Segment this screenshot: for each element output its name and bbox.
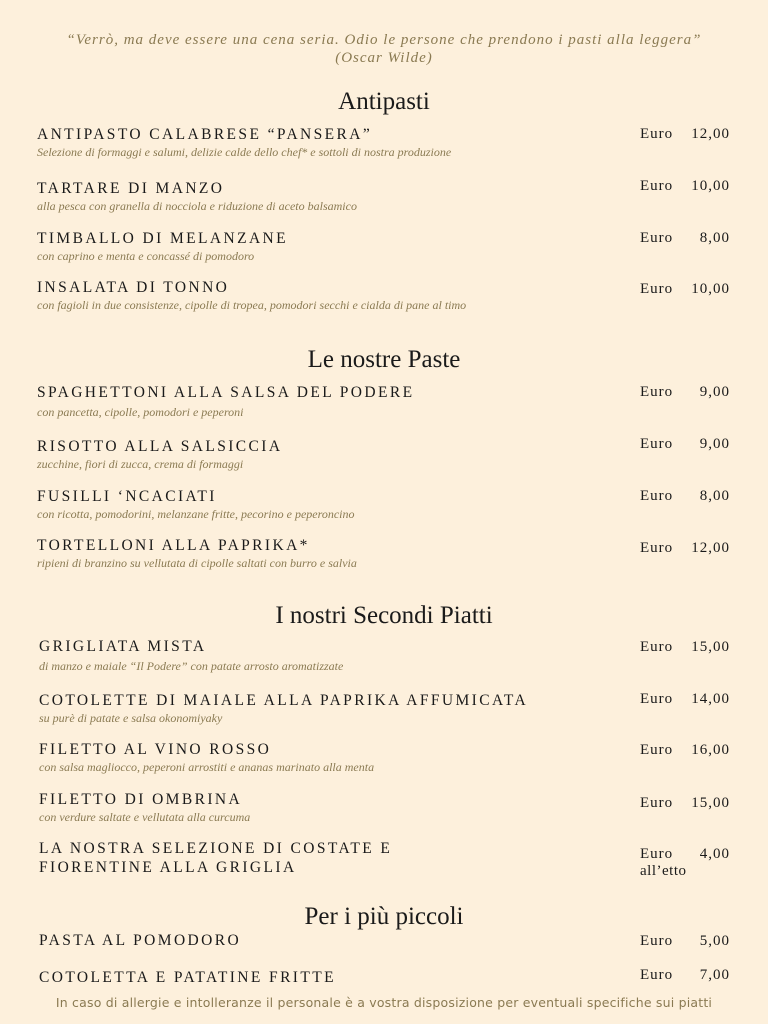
item-price bbox=[640, 845, 730, 881]
menu-item bbox=[39, 740, 739, 774]
price-currency: Euro bbox=[640, 691, 674, 707]
menu-item bbox=[37, 278, 737, 312]
price-currency: Euro bbox=[640, 281, 674, 297]
price-currency: Euro bbox=[640, 126, 674, 142]
item-name: COTOLETTE DI MAIALE ALLA PAPRIKA AFFUMICATA bbox=[39, 692, 529, 709]
quote-text: “Verrò, ma deve essere una cena seria. Odio le persone che prendono i pasti alla leggera” bbox=[66, 32, 702, 48]
item-name: FILETTO AL VINO ROSSO bbox=[39, 741, 272, 758]
price-unit: all’etto bbox=[640, 863, 687, 879]
price-amount: 14,00 bbox=[691, 691, 730, 707]
price-amount: 12,00 bbox=[691, 126, 730, 142]
price-amount: 9,00 bbox=[699, 436, 730, 452]
price-currency: Euro bbox=[640, 795, 674, 811]
item-name: ANTIPASTO CALABRESE “PANSERA” bbox=[37, 126, 373, 143]
quote bbox=[0, 31, 768, 67]
item-name: SPAGHETTONI ALLA SALSA DEL PODERE bbox=[37, 384, 415, 401]
item-name: TIMBALLO DI MELANZANE bbox=[37, 230, 289, 247]
item-description: alla pesca con granella di nocciola e riduzione di aceto balsamico bbox=[37, 199, 357, 213]
menu-item bbox=[37, 487, 737, 521]
item-description: zucchine, fiori di zucca, crema di formaggi bbox=[37, 457, 244, 471]
price-amount: 16,00 bbox=[691, 742, 730, 758]
section-title-secondi: I nostri Secondi Piatti bbox=[275, 602, 493, 629]
menu-item bbox=[39, 637, 739, 673]
menu-item bbox=[39, 790, 739, 824]
price-currency: Euro bbox=[640, 384, 674, 400]
item-description: con pancetta, cipolle, pomodori e peperoni bbox=[37, 405, 244, 419]
item-description: con caprino e menta e concassé di pomodoro bbox=[37, 249, 255, 263]
item-description: con verdure saltate e vellutata alla curcuma bbox=[39, 810, 251, 824]
allergy-note: In caso di allergie e intolleranze il personale è a vostra disposizione per eventuali specifiche sui piatti bbox=[55, 995, 713, 1010]
price-amount: 15,00 bbox=[691, 639, 730, 655]
item-name: TARTARE DI MANZO bbox=[37, 180, 225, 197]
item-name: COTOLETTA E PATATINE FRITTE bbox=[39, 969, 336, 986]
item-description: con fagioli in due consistenze, cipolle di tropea, pomodori secchi e cialda di pane al timo bbox=[37, 298, 467, 312]
price-amount: 5,00 bbox=[699, 933, 730, 949]
price-amount: 10,00 bbox=[691, 281, 730, 297]
price-amount: 9,00 bbox=[699, 384, 730, 400]
price-currency: Euro bbox=[640, 488, 674, 504]
price-currency: Euro bbox=[640, 967, 674, 983]
price-amount: 7,00 bbox=[699, 967, 730, 983]
item-description: di manzo e maiale “Il Podere” con patate arrosto aromatizzate bbox=[39, 659, 344, 673]
item-name: INSALATA DI TONNO bbox=[37, 279, 230, 296]
price-currency: Euro bbox=[640, 436, 674, 452]
item-name: LA NOSTRA SELEZIONE DI COSTATE E bbox=[39, 840, 393, 857]
section-title-antipasti: Antipasti bbox=[338, 88, 430, 115]
item-name: FILETTO DI OMBRINA bbox=[39, 791, 243, 808]
item-name-continued: FIORENTINE ALLA GRIGLIA bbox=[39, 859, 297, 876]
item-name: GRIGLIATA MISTA bbox=[39, 638, 207, 655]
item-name: PASTA AL POMODORO bbox=[39, 932, 242, 949]
price-currency: Euro bbox=[640, 846, 674, 862]
menu-item bbox=[37, 383, 737, 419]
price-amount: 4,00 bbox=[699, 846, 730, 862]
price-currency: Euro bbox=[640, 230, 674, 246]
price-currency: Euro bbox=[640, 178, 674, 194]
item-name: TORTELLONI ALLA PAPRIKA* bbox=[37, 537, 310, 554]
menu-item bbox=[37, 536, 737, 570]
item-description: Selezione di formaggi e salumi, delizie calde dello chef* e sottoli di nostra produzione bbox=[37, 145, 452, 159]
section-title-piccoli: Per i più piccoli bbox=[304, 903, 464, 930]
menu-item bbox=[37, 125, 737, 159]
item-description: ripieni di branzino su vellutata di cipolle saltati con burro e salvia bbox=[37, 556, 357, 570]
price-amount: 10,00 bbox=[691, 178, 730, 194]
section-title-paste: Le nostre Paste bbox=[307, 346, 461, 373]
price-currency: Euro bbox=[640, 933, 674, 949]
menu-item bbox=[37, 179, 737, 213]
item-description: su purè di patate e salsa okonomiyaky bbox=[39, 711, 223, 725]
price-currency: Euro bbox=[640, 540, 674, 556]
price-currency: Euro bbox=[640, 639, 674, 655]
item-description: con ricotta, pomodorini, melanzane fritte, pecorino e peperoncino bbox=[37, 507, 355, 521]
price-amount: 8,00 bbox=[699, 230, 730, 246]
menu-item bbox=[39, 931, 739, 950]
price-currency: Euro bbox=[640, 742, 674, 758]
menu-item bbox=[37, 229, 737, 263]
menu-item bbox=[39, 968, 739, 987]
menu-item bbox=[39, 839, 739, 877]
price-amount: 12,00 bbox=[691, 540, 730, 556]
menu-item bbox=[39, 691, 739, 725]
quote-author: (Oscar Wilde) bbox=[335, 50, 433, 66]
menu-item bbox=[37, 437, 737, 471]
item-name: FUSILLI ‘NCACIATI bbox=[37, 488, 217, 505]
price-amount: 15,00 bbox=[691, 795, 730, 811]
item-name: RISOTTO ALLA SALSICCIA bbox=[37, 438, 283, 455]
price-amount: 8,00 bbox=[699, 488, 730, 504]
item-description: con salsa magliocco, peperoni arrostiti e ananas marinato alla menta bbox=[39, 760, 375, 774]
